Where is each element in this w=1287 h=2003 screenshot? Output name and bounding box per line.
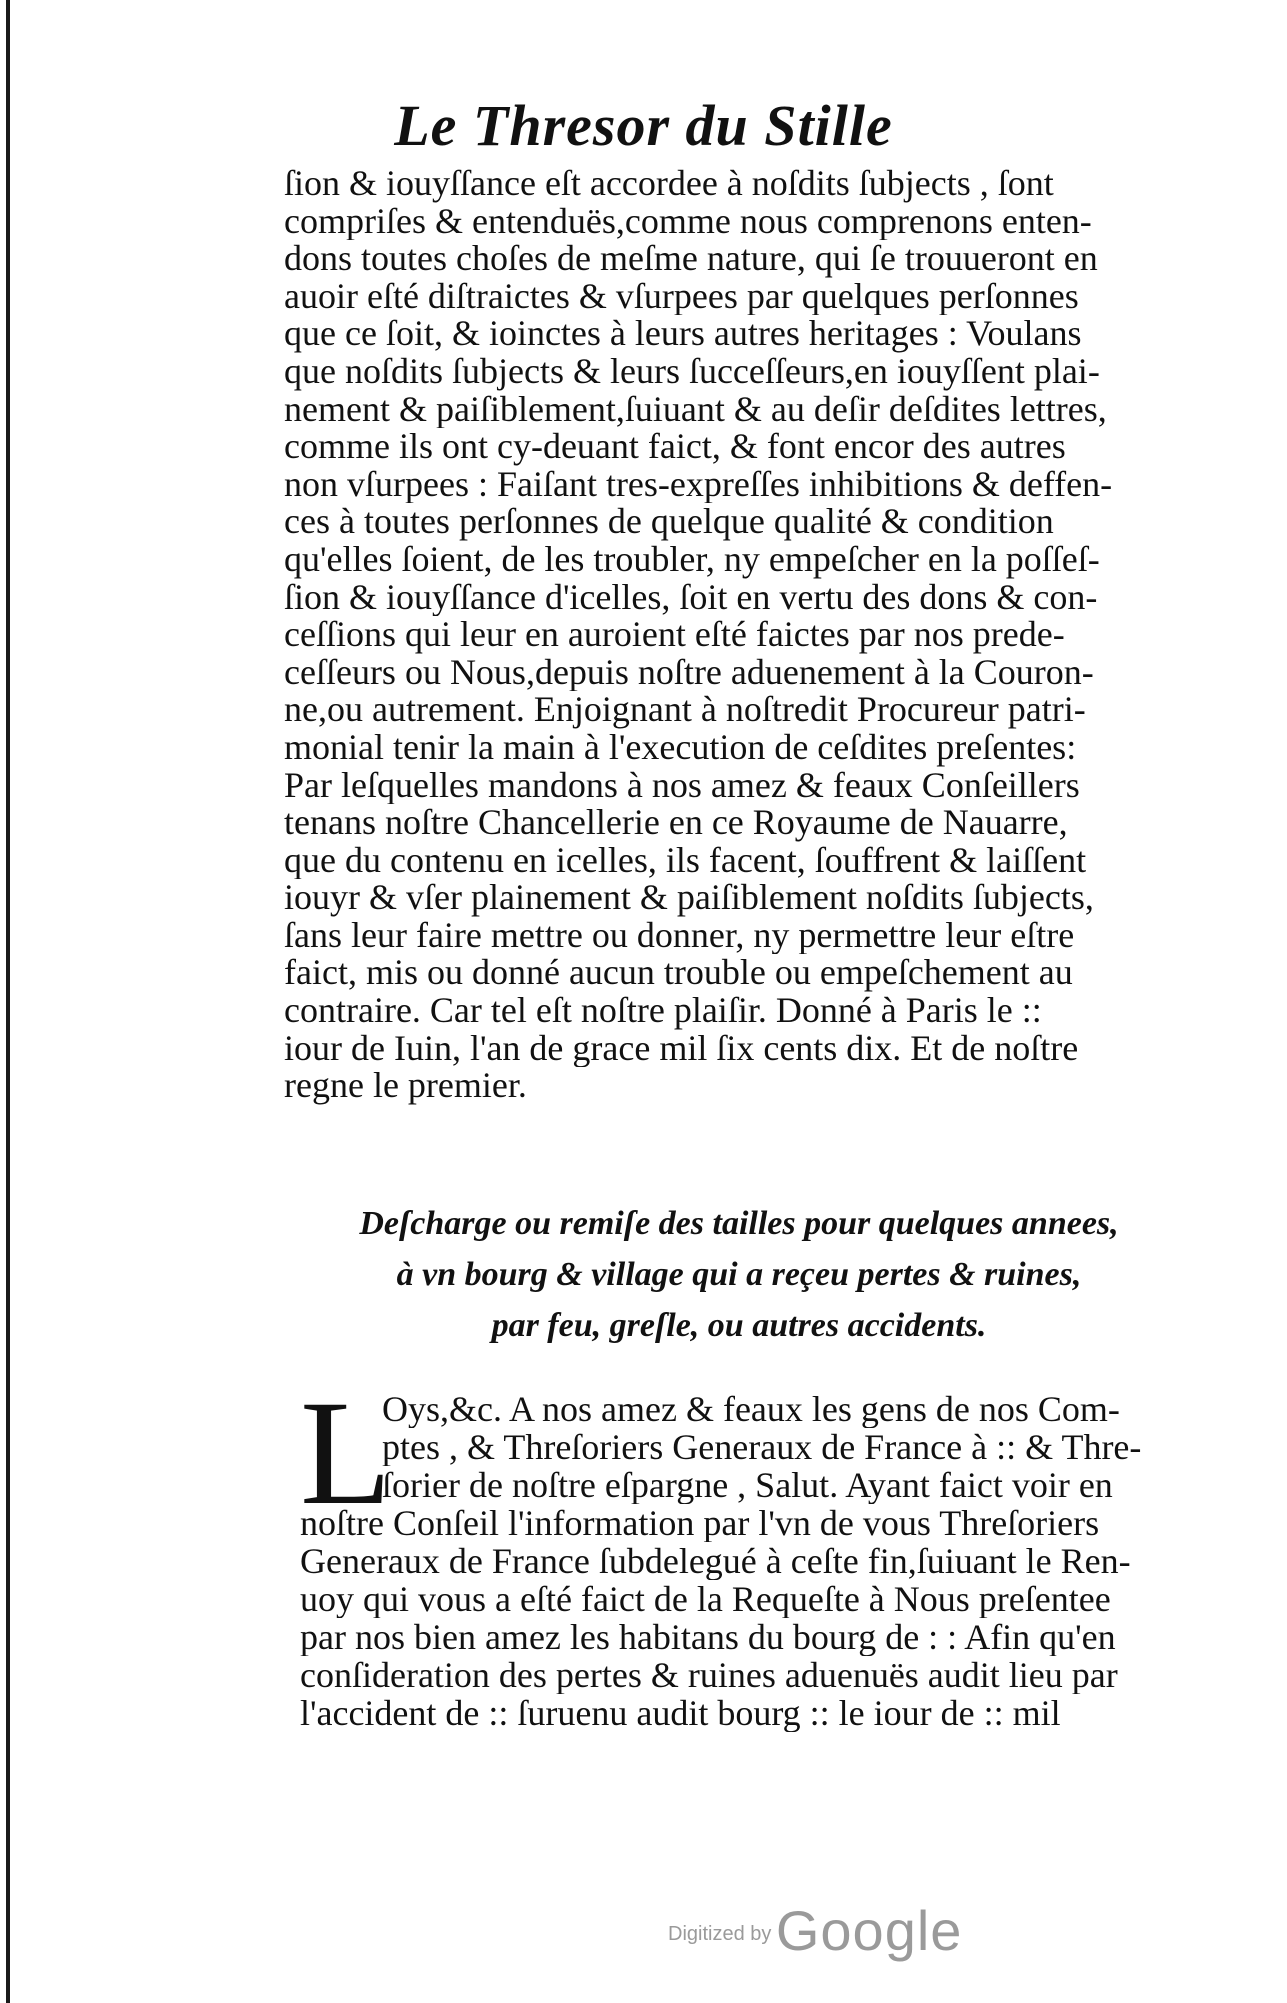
body-line: qu'elles ſoient, de les troubler, ny empeſcher en la poſſeſ-: [284, 540, 1100, 579]
section-heading: [284, 1198, 1194, 1351]
body-line: que noſdits ſubjects & leurs ſucceſſeurs,en iouyſſent plai-: [284, 352, 1100, 391]
body-line: ſans leur faire mettre ou donner, ny permettre leur eſtre: [284, 916, 1075, 955]
section-line: ptes , & Threſoriers Generaux de France à :: & Thre-: [382, 1428, 1142, 1466]
body-line: que ce ſoit, & ioinctes à leurs autres heritages : Voulans: [284, 315, 1082, 353]
body-line: ceſſions qui leur en auroient eſté faictes par nos prede-: [284, 616, 1065, 654]
body-line: ſion & iouyſſance d'icelles, ſoit en vertu des dons & con-: [284, 578, 1098, 617]
body-line: monial tenir la main à l'execution de ceſdites preſentes:: [284, 728, 1077, 767]
section-line: Oys,&c. A nos amez & feaux les gens de nos Com-: [382, 1390, 1120, 1428]
body-line: ces à toutes perſonnes de quelque qualité & condition: [284, 503, 1054, 541]
body-line: non vſurpees : Faiſant tres-expreſſes inhibitions & deffen-: [284, 465, 1113, 504]
running-head: Le Thresor du Stille: [394, 93, 893, 158]
body-line: que du contenu en icelles, ils facent, ſouffrent & laiſſent: [284, 841, 1087, 880]
body-line: compriſes & entenduës,comme nous comprenons enten-: [284, 202, 1092, 241]
section-heading-line: à vn bourg & village qui a reçeu pertes & ruines,: [396, 1256, 1082, 1293]
body-line: contraire. Car tel eſt noſtre plaiſir. Donné à Paris le ::: [284, 992, 1042, 1030]
body-line: ne,ou autrement. Enjoignant à noſtredit Procureur patri-: [284, 691, 1086, 729]
body-line: dons toutes choſes de meſme nature, qui ſe trouueront en: [284, 240, 1098, 278]
section-line: l'accident de :: ſuruenu audit bourg :: le iour de :: mil: [300, 1694, 1061, 1732]
section-heading-line: par feu, greſle, ou autres accidents.: [491, 1307, 987, 1344]
google-brand-label: Google: [775, 1899, 963, 1962]
body-line: tenans noſtre Chancellerie en ce Royaume de Nauarre,: [284, 804, 1068, 842]
section-line: uoy qui vous a eſté faict de la Requeſte à Nous preſentee: [300, 1580, 1111, 1618]
digitized-watermark: [668, 1898, 962, 1963]
body-line: regne le premier.: [284, 1067, 527, 1105]
body-line: nement & paiſiblement,ſuiuant & au deſir deſdites lettres,: [284, 390, 1107, 429]
body-line: comme ils ont cy-deuant faict, & font encor des autres: [284, 428, 1066, 466]
section-line: Generaux de France ſubdelegué à ceſte fin,ſuiuant le Ren-: [300, 1542, 1131, 1580]
body-line: ſion & iouyſſance eſt accordee à noſdits ſubjects , ſont: [284, 165, 1054, 203]
body-line: Par leſquelles mandons à nos amez & feaux Conſeillers: [284, 766, 1080, 805]
section-heading-line: Deſcharge ou remiſe des tailles pour quelques annees,: [359, 1205, 1119, 1242]
digitized-by-label: Digitized by: [668, 1923, 772, 1945]
section-text: [300, 1370, 1190, 1732]
page-edge-shadow: [6, 0, 10, 2003]
body-line: iouyr & vſer plainement & paiſiblement noſdits ſubjects,: [284, 879, 1094, 917]
section-line: par nos bien amez les habitans du bourg de : : Afin qu'en: [300, 1618, 1116, 1656]
section-line: noſtre Conſeil l'information par l'vn de vous Threſoriers: [300, 1504, 1100, 1542]
body-line: auoir eſté diſtraictes & vſurpees par quelques perſonnes: [284, 277, 1079, 316]
section-line: ſorier de noſtre eſpargne , Salut. Ayant faict voir en: [382, 1466, 1113, 1504]
section-line: conſideration des pertes & ruines aduenuës audit lieu par: [300, 1656, 1118, 1694]
drop-cap: L: [300, 1370, 392, 1536]
body-line: ceſſeurs ou Nous,depuis noſtre aduenement à la Couron-: [284, 653, 1094, 692]
body-line: faict, mis ou donné aucun trouble ou empeſchement au: [284, 954, 1073, 993]
body-text: [284, 165, 1184, 1105]
body-line: iour de Iuin, l'an de grace mil ſix cents dix. Et de noſtre: [284, 1029, 1079, 1068]
